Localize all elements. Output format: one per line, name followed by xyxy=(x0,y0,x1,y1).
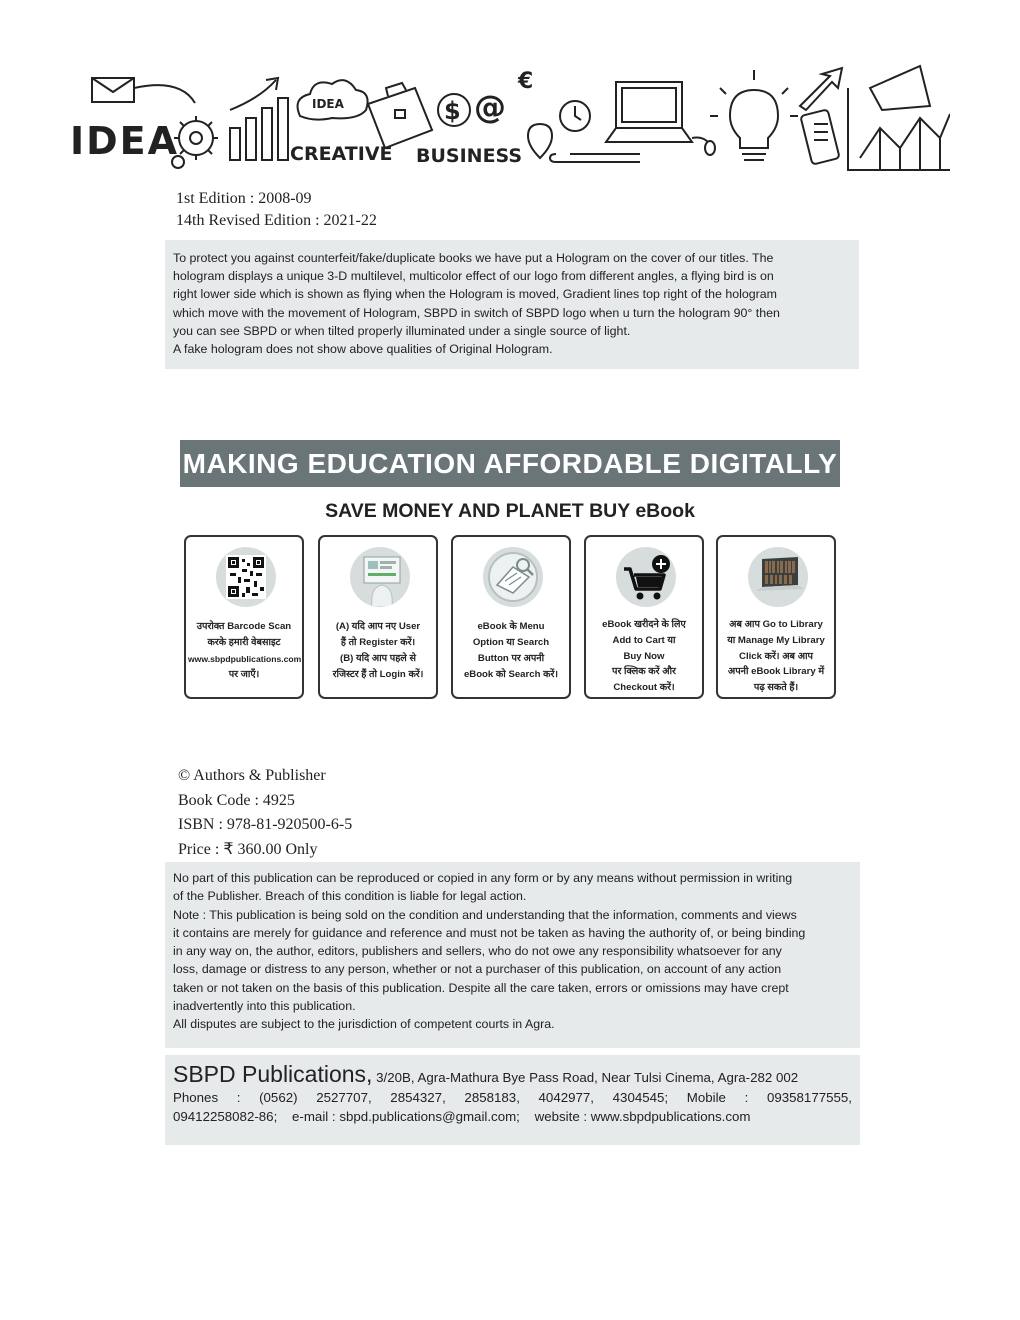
idea-doodle-text: IDEA xyxy=(70,119,180,163)
step-line: अब आप Go to Library xyxy=(729,619,823,630)
legal-line: Note : This publication is being sold on the condition and understanding that the information, comments and views xyxy=(173,907,797,922)
location-pin-icon xyxy=(528,124,552,158)
publisher-address: 3/20B, Agra-Mathura Bye Pass Road, Near Tulsi Cinema, Agra-282 002 xyxy=(372,1070,799,1085)
step-text xyxy=(455,619,567,683)
clock-icon xyxy=(560,101,590,131)
briefcase-icon xyxy=(368,83,432,148)
hologram-line: A fake hologram does not show above qualities of Original Hologram. xyxy=(173,342,553,357)
legal-line: inadvertently into this publication. xyxy=(173,999,356,1014)
step-line: (B) यदि आप पहले से xyxy=(340,653,416,664)
doodle-banner xyxy=(70,58,950,178)
step-text xyxy=(322,619,434,683)
contact-info xyxy=(173,1088,852,1126)
step-line: करके हमारी वेबसाइट xyxy=(207,637,281,648)
laptop-library-icon xyxy=(748,547,808,607)
step-line: अपनी eBook Library में xyxy=(727,666,825,678)
publication-info xyxy=(178,764,352,862)
ebook-step-card-2 xyxy=(318,535,438,699)
legal-line: All disputes are subject to the jurisdiction of competent courts in Agra. xyxy=(173,1017,555,1032)
ebook-step-card-4 xyxy=(584,535,704,699)
step-text xyxy=(188,619,300,683)
revised-edition: 14th Revised Edition : 2021-22 xyxy=(176,212,377,229)
step-line: पर क्लिक करें और xyxy=(612,666,676,678)
smartphone-icon xyxy=(800,109,839,164)
step-line: Checkout करें। xyxy=(613,682,675,694)
legal-line: in any way on, the author, editors, publishers and sellers, who do not owe any responsibility whatsoever for any xyxy=(173,944,782,959)
idea-bubble-text: IDEA xyxy=(312,97,344,111)
legal-line: taken or not taken on the basis of this publication. Despite all the care taken, errors or omissions may have crept xyxy=(173,980,789,995)
legal-line: loss, damage or distress to any person, whether or not a purchaser of this publication, on account of any action xyxy=(173,962,782,977)
cart-add-icon xyxy=(616,547,676,607)
envelope-icon xyxy=(92,78,134,102)
step-text xyxy=(588,617,700,696)
first-edition: 1st Edition : 2008-09 xyxy=(176,190,312,207)
arrow-icon xyxy=(800,68,842,110)
legal-notice xyxy=(165,862,860,1048)
step-line: Button पर अपनी xyxy=(477,653,545,664)
creative-doodle-text: CREATIVE xyxy=(290,143,393,165)
isbn: ISBN : 978-81-920500-6-5 xyxy=(178,816,353,833)
copyright: © Authors & Publisher xyxy=(178,767,326,784)
lightbulb-icon xyxy=(710,70,798,160)
growth-bars-icon xyxy=(230,78,288,160)
hologram-line: hologram displays a unique 3-D multilevel, multicolor effect of our logo from different angles, a flying bird is on xyxy=(173,269,774,284)
step-line: eBook खरीदने के लिए xyxy=(602,619,686,630)
contact-email-website: 09412258082-86; e-mail : sbpd.publications@gmail.com; website : www.sbpdpublications.com xyxy=(173,1109,751,1124)
step-line: Option या Search xyxy=(472,637,550,648)
hologram-line: you can see SBPD or when tilted properly illuminated under a single source of light. xyxy=(173,323,631,338)
hologram-line: right lower side which is shown as flying when the Hologram is moved, Gradient lines top right of the hologram xyxy=(173,287,777,302)
step-line: eBook के Menu xyxy=(477,621,545,632)
step-line: Buy Now xyxy=(623,650,665,662)
step-line: उपरोक्त Barcode Scan xyxy=(196,621,292,632)
step-line: Add to Cart या xyxy=(612,634,676,646)
ebook-subtitle: SAVE MONEY AND PLANET BUY eBook xyxy=(325,500,695,522)
step-line: पर जाएँ। xyxy=(228,669,260,680)
book-code: Book Code : 4925 xyxy=(178,791,295,809)
search-book-icon xyxy=(483,547,543,607)
contact-phones: Phones : (0562) 2527707, 2854327, 2858183, 4042977, 4304545; Mobile : 09358177555, xyxy=(173,1090,852,1105)
step-line: या Manage My Library xyxy=(727,634,825,646)
megaphone-chart-icon xyxy=(848,66,950,170)
edition-info xyxy=(176,188,377,232)
legal-line: of the Publisher. Breach of this condition is liable for legal action. xyxy=(173,889,527,904)
ebook-step-card-5 xyxy=(716,535,836,699)
at-sign-doodle: @ xyxy=(474,88,506,126)
step-line: eBook को Search करें। xyxy=(463,669,559,680)
step-text xyxy=(720,617,832,696)
euro-sign-doodle: € xyxy=(518,69,534,94)
laptop-icon xyxy=(606,82,715,155)
ebook-banner-title: MAKING EDUCATION AFFORDABLE DIGITALLY xyxy=(180,440,840,487)
step-line: रजिस्टर हैं तो Login करें। xyxy=(332,669,424,680)
publisher-footer xyxy=(165,1055,860,1145)
step-line: Click करें। अब आप xyxy=(739,650,813,662)
website-url: www.sbpdpublications.com xyxy=(188,654,302,664)
step-line: पढ़ सकते हैं। xyxy=(753,682,799,694)
step-line: (A) यदि आप नए User xyxy=(335,621,421,632)
legal-line: it contains are merely for guidance and reference and must not be taken as having the authority of, or being binding xyxy=(173,925,806,940)
hologram-line: which move with the movement of Hologram, SBPD in switch of SBPD logo when u turn the hologram 90° then xyxy=(173,305,780,320)
register-icon xyxy=(350,547,410,607)
ebook-step-card-1 xyxy=(184,535,304,699)
qr-code-icon xyxy=(216,547,276,607)
step-line: हैं तो Register करें। xyxy=(340,637,416,648)
legal-line: No part of this publication can be reproduced or copied in any form or by any means without permission in writing xyxy=(173,871,793,885)
pen-icon xyxy=(550,154,640,162)
publisher-address-line xyxy=(173,1061,852,1088)
hologram-notice xyxy=(165,240,859,369)
hologram-line: To protect you against counterfeit/fake/duplicate books we have put a Hologram on the cover of our titles. The xyxy=(173,251,774,265)
ebook-step-card-3 xyxy=(451,535,571,699)
business-doodle-text: BUSINESS xyxy=(416,145,523,167)
publisher-name: SBPD Publications, xyxy=(173,1061,373,1087)
price: Price : ₹ 360.00 Only xyxy=(178,840,318,858)
dollar-sign-doodle: $ xyxy=(444,97,461,125)
